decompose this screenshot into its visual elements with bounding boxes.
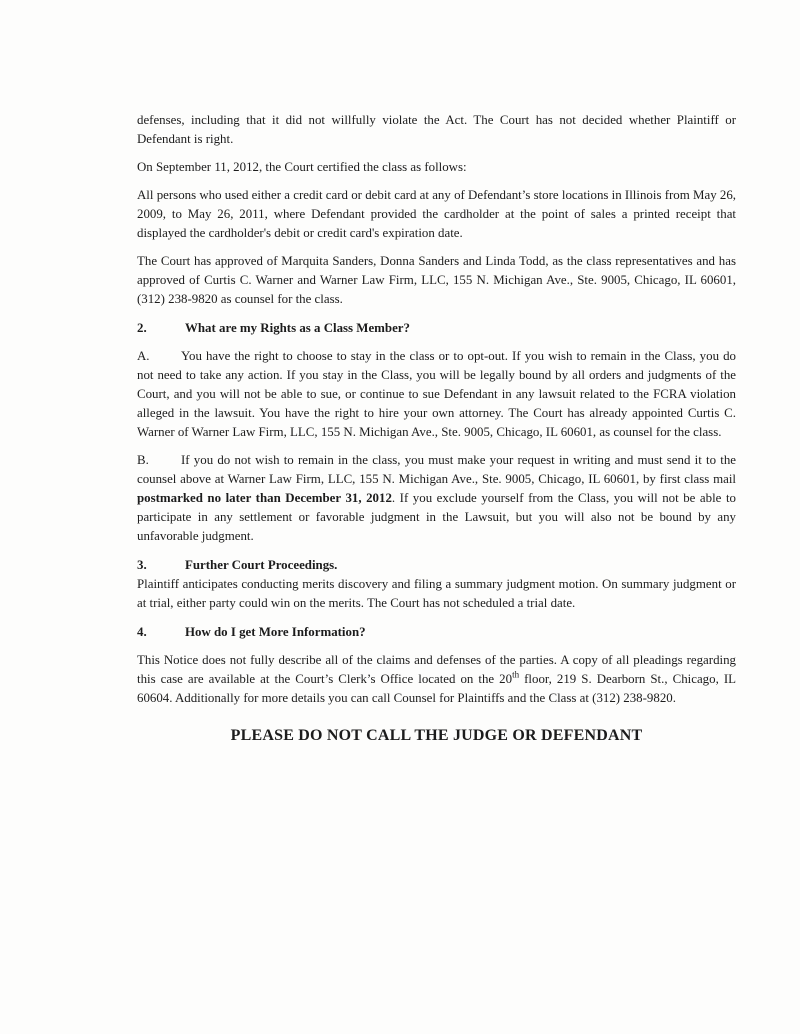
ordinal-superscript: th	[512, 669, 520, 680]
paragraph-b-text-before: If you do not wish to remain in the class, you must make your request in writing and must send it to the counsel above at Warner Law Firm, LLC, 155 N. Michigan Ave., Ste. 9005, Chicago, IL 60601, by first class mail	[137, 453, 736, 486]
section-4-body-before: This Notice does not fully describe all of the claims and defenses of the parties. A copy of all pleadings regarding this case are available at the Court’s Clerk’s Office located on the 20	[137, 653, 736, 686]
section-2-number: 2.	[137, 321, 147, 335]
class-definition-paragraph: All persons who used either a credit card or debit card at any of Defendant’s store locations in Illinois from May 26, 2009, to May 26, 2011, where Defendant provided the cardholder at the point of sales a printed receipt that displayed the cardholder's debit or credit card's expiration date.	[137, 188, 736, 240]
paragraph-b	[137, 451, 736, 546]
document-body	[137, 111, 736, 745]
paragraph-b-label: B.	[137, 453, 149, 467]
do-not-call-notice: PLEASE DO NOT CALL THE JUDGE OR DEFENDANT	[230, 727, 643, 744]
section-2-heading	[137, 319, 736, 338]
section-4-heading	[137, 623, 736, 642]
section-4-body	[137, 651, 736, 708]
section-3-body: Plaintiff anticipates conducting merits discovery and filing a summary judgment motion. On summary judgment or at trial, either party could win on the merits. The Court has not scheduled a trial date.	[137, 577, 736, 610]
paragraph-a	[137, 347, 736, 442]
section-3-title: Further Court Proceedings.	[185, 558, 338, 572]
section-3-heading	[137, 556, 736, 575]
section-4-title: How do I get More Information?	[185, 625, 366, 639]
counsel-approval-paragraph: The Court has approved of Marquita Sanders, Donna Sanders and Linda Todd, as the class representatives and has approved of Curtis C. Warner and Warner Law Firm, LLC, 155 N. Michigan Ave., Ste. 9005, Chicago, IL 60601, (312) 238-9820 as counsel for the class.	[137, 254, 736, 306]
section-4-number: 4.	[137, 625, 147, 639]
intro-paragraph: defenses, including that it did not willfully violate the Act. The Court has not decided whether Plaintiff or Defendant is right.	[137, 113, 736, 146]
paragraph-b-text-after: . If you exclude yourself from the Class, you will not be able to participate in any settlement or favorable judgment in the Lawsuit, but you will also not be bound by any unfavorable judgment.	[137, 491, 736, 543]
paragraph-a-label: A.	[137, 349, 150, 363]
section-2-title: What are my Rights as a Class Member?	[185, 321, 410, 335]
paragraph-b-deadline: postmarked no later than December 31, 2012	[137, 491, 392, 505]
section-3-number: 3.	[137, 558, 147, 572]
paragraph-a-text: You have the right to choose to stay in the class or to opt-out. If you wish to remain in the Class, you do not need to take any action. If you stay in the Class, you will be legally bound by all orders and judgments of the Court, and you will not be able to sue, or continue to sue Defendant in any lawsuit related to the FCRA violation alleged in the lawsuit. You have the right to hire your own attorney. The Court has already appointed Curtis C. Warner of Warner Law Firm, LLC, 155 N. Michigan Ave., Ste. 9005, Chicago, IL 60601, as counsel for the class.	[137, 349, 736, 439]
certification-line: On September 11, 2012, the Court certified the class as follows:	[137, 160, 467, 174]
section-4-body-after: floor, 219 S. Dearborn St., Chicago, IL 60604. Additionally for more details you can call Counsel for Plaintiffs and the Class at (312) 238-9820.	[137, 672, 736, 705]
